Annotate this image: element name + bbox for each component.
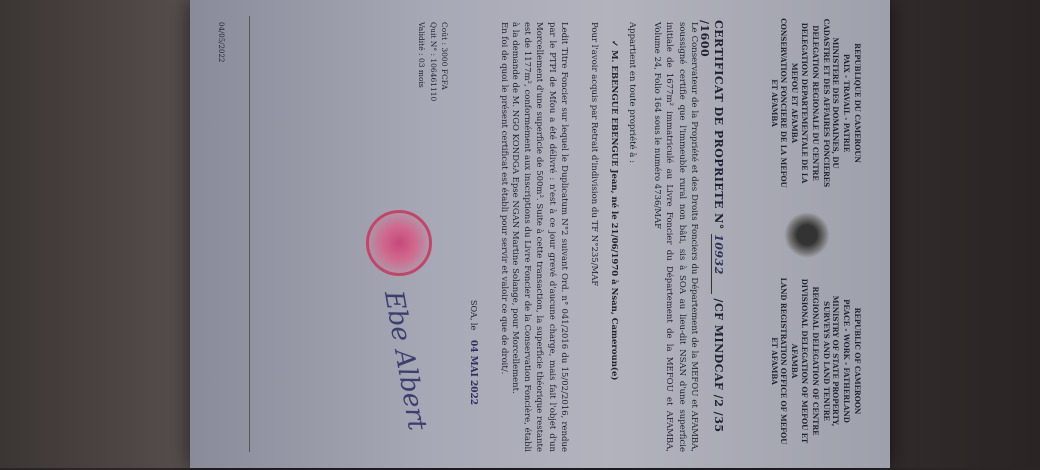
bottom-date: 04/05/2022	[217, 22, 225, 63]
header-left-line: CONSERVATION FONCIERE DE LA MEFOU ET AFAMBA	[770, 18, 789, 188]
paper-sheet	[190, 0, 890, 468]
paragraph-intro: Le Conservateur de la Propriété et des Droits Fonciers du Département de la MEFOU et AFAMBA, soussigné certifie que l'immeuble rural non bâti, sis à SOA au lieu-dit NSAN d'une superficie initiale de 1677m² immatriculé au Livre Foncier du Département de la MEFOU et AFAMBA, Volume 24, Folio 164 sous le numéro 4736/MAF	[652, 22, 699, 452]
document-content	[190, 0, 890, 468]
divider	[249, 16, 250, 452]
fee-line: Validité : 03 mois	[417, 22, 427, 88]
title-suffix: /CF MINDCAF /2 /35 /1600	[698, 20, 725, 433]
official-seal-icon	[366, 210, 432, 276]
certificate-title	[698, 20, 725, 460]
header-left-line: DELEGATION REGIONALE DU CENTRE	[810, 25, 820, 181]
owner-name: ✓ M. EBENGUE EBENGUE Jean, né le 21/06/1970 à Nsan, Cameroun(e)	[609, 40, 619, 381]
place-label: SOA, le	[469, 300, 478, 331]
header-right-line: MINISTRY OF STATE PROPERTY, SURVEYS AND LAND TENURE	[821, 295, 840, 427]
header-right-line: PEACE - WORK - FATHERLAND	[841, 299, 851, 423]
paragraph-details: Ledit Titre Foncier sur lequel le Duplicatum N°2 suivant Ord. n° 041/2016 du 15/02/2016, rendue par le PTPI de Mfou a été délivré : n'est à ce jour grevé d'aucune charge, mais fait l'objet d'un Morcellement d'une superficie de 500m². Suite à cette transaction, la superficie théorique restante est de 1177m², conformément aux inscriptions du Livre Foncier de la Conservation Foncière, établi à la demande de M. NGO KONDGA Epse NGAN Martine Solange, pour Morcellement.	[509, 22, 569, 452]
header-left-line: PAIX - TRAVAIL - PATRIE	[841, 53, 851, 153]
paragraph-acquisition: Pour l'avoir acquis par Retrait d'indivision du TF N°235/MAF	[589, 22, 599, 287]
header-right-line: REPUBLIC OF CAMEROON	[853, 307, 862, 415]
paragraph-ownership: Appartient en toute propriété à :	[627, 22, 637, 163]
paragraph-closing: En foi de quoi le présent certificat est établi pour servir et valoir ce que de droit/.	[499, 22, 509, 375]
coat-of-arms-icon	[784, 212, 830, 258]
certificate-number: 10932	[711, 234, 725, 294]
date-stamp: 04 MAI 2022	[468, 340, 478, 405]
fee-line: Coût : 3000 FCFA	[440, 22, 449, 90]
header-left	[768, 18, 862, 188]
header-left-line: DELEGATION DEPARTEMENTALE DE LA MEFOU ET AFAMBA	[790, 22, 809, 184]
header-left-line: MINISTERE DES DOMAINES, DU CADASTRE ET DES AFFAIRES FONCIERES	[821, 18, 840, 188]
header-left-line: REPUBLIQUE DU CAMEROUN	[853, 43, 862, 163]
header-right-line: DIVISIONAL DELEGATION OF MEFOU ET AFAMBA	[790, 278, 809, 444]
header-right-line: LAND REGISTRATION OFFICE OF MEFOU ET AFAMBA	[770, 277, 789, 445]
fee-line: Quit N° : 106461110	[428, 22, 438, 102]
header-right-line: REGIONAL DELEGATION OF CENTRE	[810, 286, 820, 436]
signature: Ebe Albert	[377, 288, 433, 433]
title-label: CERTIFICAT DE PROPRIETE N°	[712, 20, 725, 230]
fee-info	[416, 22, 450, 101]
header-right	[768, 276, 862, 446]
